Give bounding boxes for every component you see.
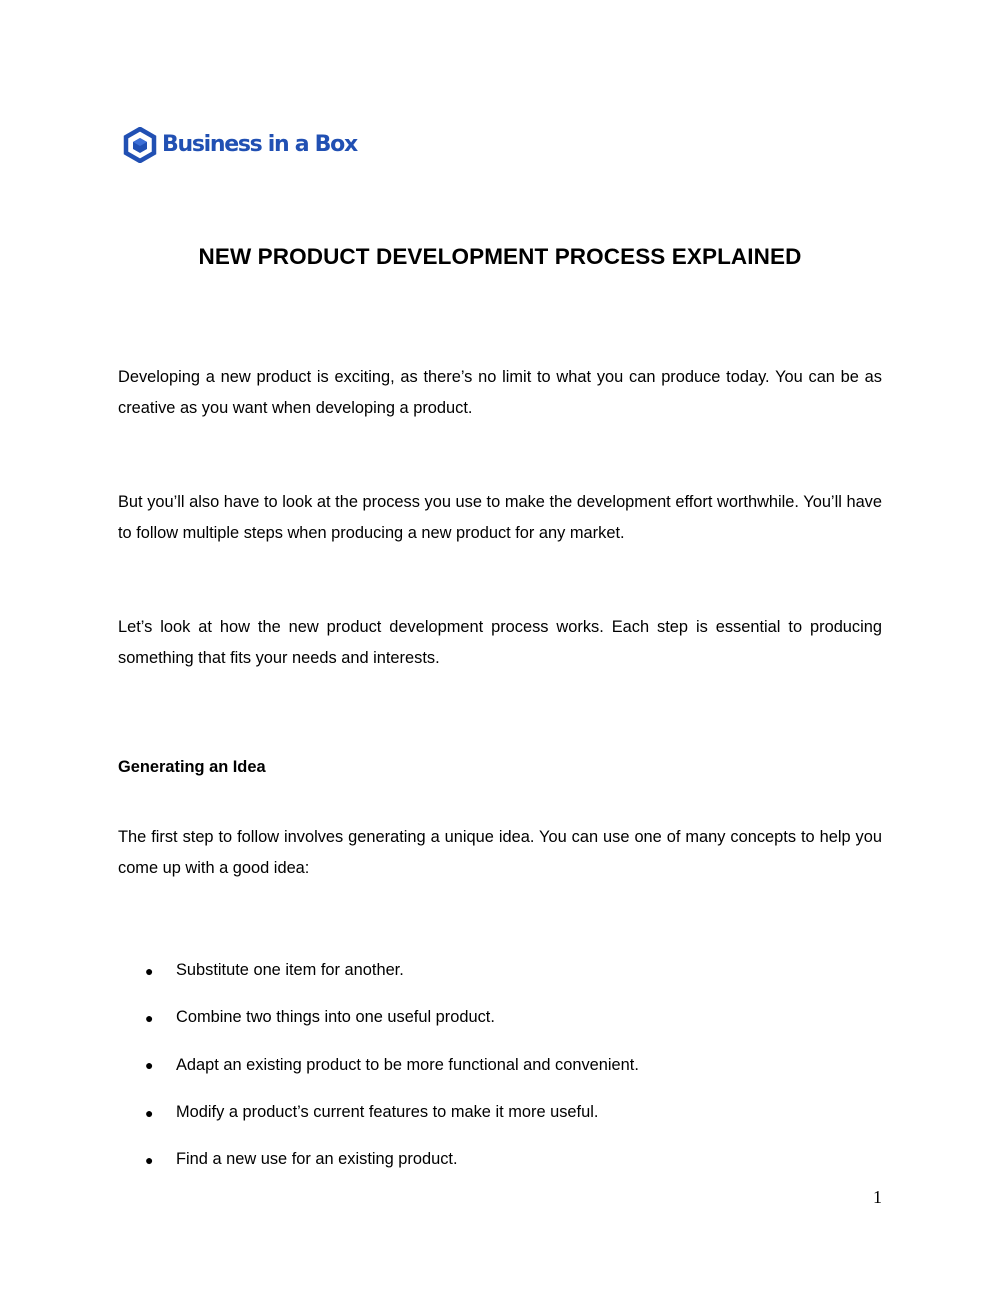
list-item (118, 947, 882, 994)
bullet-icon: ● (145, 1057, 154, 1074)
intro-paragraph-3: Let’s look at how the new product development process works. Each step is essential to producing something that fits your needs and interests. (118, 618, 882, 667)
idea-concepts-list (118, 947, 882, 1183)
section-intro-paragraph: The first step to follow involves generating a unique idea. You can use one of many concepts to help you come up with a good idea: (118, 828, 882, 877)
list-item (118, 1042, 882, 1089)
brand-logo (123, 127, 357, 163)
intro-paragraph-2: But you’ll also have to look at the process you use to make the development effort worthwhile. You’ll have to follow multiple steps when producing a new product for any market. (118, 493, 882, 542)
bullet-icon: ● (145, 1104, 154, 1121)
section-heading-generating-idea: Generating an Idea (118, 758, 266, 776)
hexagon-cube-icon (123, 127, 157, 163)
document-title: NEW PRODUCT DEVELOPMENT PROCESS EXPLAINED (198, 244, 802, 269)
intro-paragraph-1: Developing a new product is exciting, as there’s no limit to what you can produce today. You can be as creative as you want when developing a product. (118, 368, 882, 417)
page-number: 1 (873, 1187, 882, 1207)
list-item-text: Substitute one item for another. (176, 961, 404, 980)
list-item-text: Combine two things into one useful product. (176, 1008, 495, 1027)
list-item-text: Adapt an existing product to be more functional and convenient. (176, 1055, 639, 1074)
list-item (118, 1089, 882, 1136)
list-item (118, 1136, 882, 1183)
list-item-text: Find a new use for an existing product. (176, 1150, 458, 1169)
list-item-text: Modify a product’s current features to make it more useful. (176, 1103, 599, 1122)
bullet-icon: ● (145, 962, 154, 979)
bullet-icon: ● (145, 1009, 154, 1026)
bullet-icon: ● (145, 1151, 154, 1168)
brand-name: Business in a Box (162, 132, 357, 157)
list-item (118, 994, 882, 1041)
